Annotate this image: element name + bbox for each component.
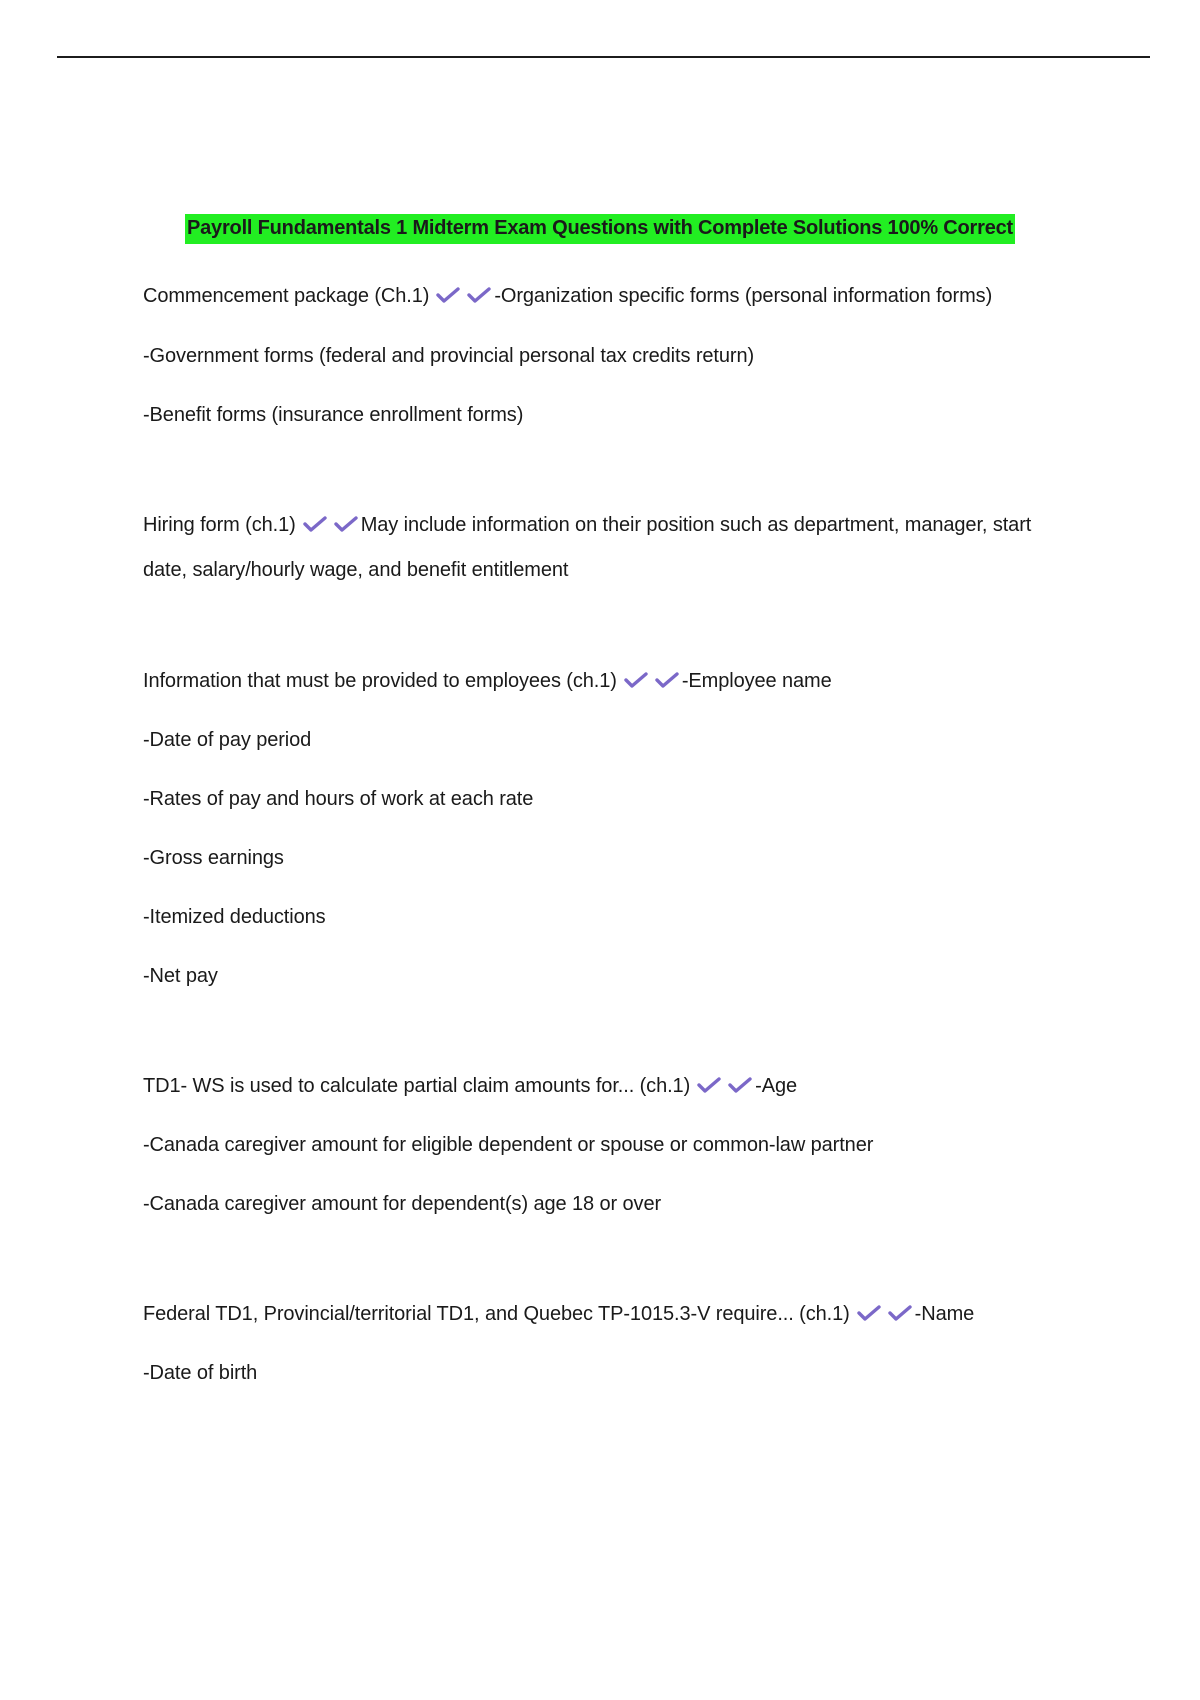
- qa-question-line: [143, 503, 1073, 593]
- top-rule: [57, 56, 1150, 58]
- qa-answer: -Organization specific forms (personal information forms): [494, 285, 993, 307]
- title-wrap: [0, 214, 1200, 244]
- qa-question-line: [143, 1292, 1073, 1336]
- qa-question: TD1- WS is used to calculate partial claim amounts for... (ch.1): [143, 1075, 691, 1097]
- check-icon: [888, 1303, 912, 1323]
- qa-item: [143, 659, 1073, 998]
- qa-question: Hiring form (ch.1): [143, 514, 296, 536]
- check-icon: [728, 1075, 752, 1095]
- qa-answer-line: -Gross earnings: [143, 847, 284, 869]
- qa-answer-line: -Itemized deductions: [143, 906, 326, 928]
- check-icon: [697, 1075, 721, 1095]
- qa-question: Federal TD1, Provincial/territorial TD1, and Quebec TP-1015.3-V require... (ch.1): [143, 1303, 850, 1325]
- qa-answer-line: -Net pay: [143, 965, 218, 987]
- qa-answer-line: -Canada caregiver amount for eligible dependent or spouse or common-law partner: [143, 1134, 874, 1156]
- qa-answer-line: -Benefit forms (insurance enrollment forms): [143, 404, 524, 426]
- qa-answer-line: -Date of birth: [143, 1362, 258, 1384]
- qa-answer: May include information on their position such as department, manager, start date, salary/hourly wage, and benefit entitlement: [143, 514, 1032, 581]
- check-icon: [655, 670, 679, 690]
- qa-question: Information that must be provided to employees (ch.1): [143, 670, 617, 692]
- qa-answer-line: -Date of pay period: [143, 729, 312, 751]
- check-icon: [624, 670, 648, 690]
- document-title: Payroll Fundamentals 1 Midterm Exam Questions with Complete Solutions 100% Correct: [185, 214, 1015, 244]
- qa-item: [143, 274, 1073, 437]
- qa-answer-line: -Canada caregiver amount for dependent(s) age 18 or over: [143, 1193, 662, 1215]
- qa-content: [143, 274, 1073, 1461]
- qa-answer-line: -Government forms (federal and provincial personal tax credits return): [143, 345, 755, 367]
- qa-question-line: [143, 1064, 1073, 1108]
- qa-answer: -Name: [914, 1303, 975, 1325]
- qa-item: [143, 1064, 1073, 1226]
- check-icon: [857, 1303, 881, 1323]
- qa-item: [143, 503, 1073, 593]
- qa-question: Commencement package (Ch.1): [143, 285, 430, 307]
- qa-answer-line: -Rates of pay and hours of work at each rate: [143, 788, 534, 810]
- check-icon: [303, 514, 327, 534]
- qa-answer: -Age: [755, 1075, 797, 1097]
- qa-question-line: [143, 274, 1073, 319]
- check-icon: [334, 514, 358, 534]
- check-icon: [436, 285, 460, 305]
- qa-item: [143, 1292, 1073, 1395]
- qa-answer: -Employee name: [681, 670, 832, 692]
- check-icon: [467, 285, 491, 305]
- qa-question-line: [143, 659, 1073, 703]
